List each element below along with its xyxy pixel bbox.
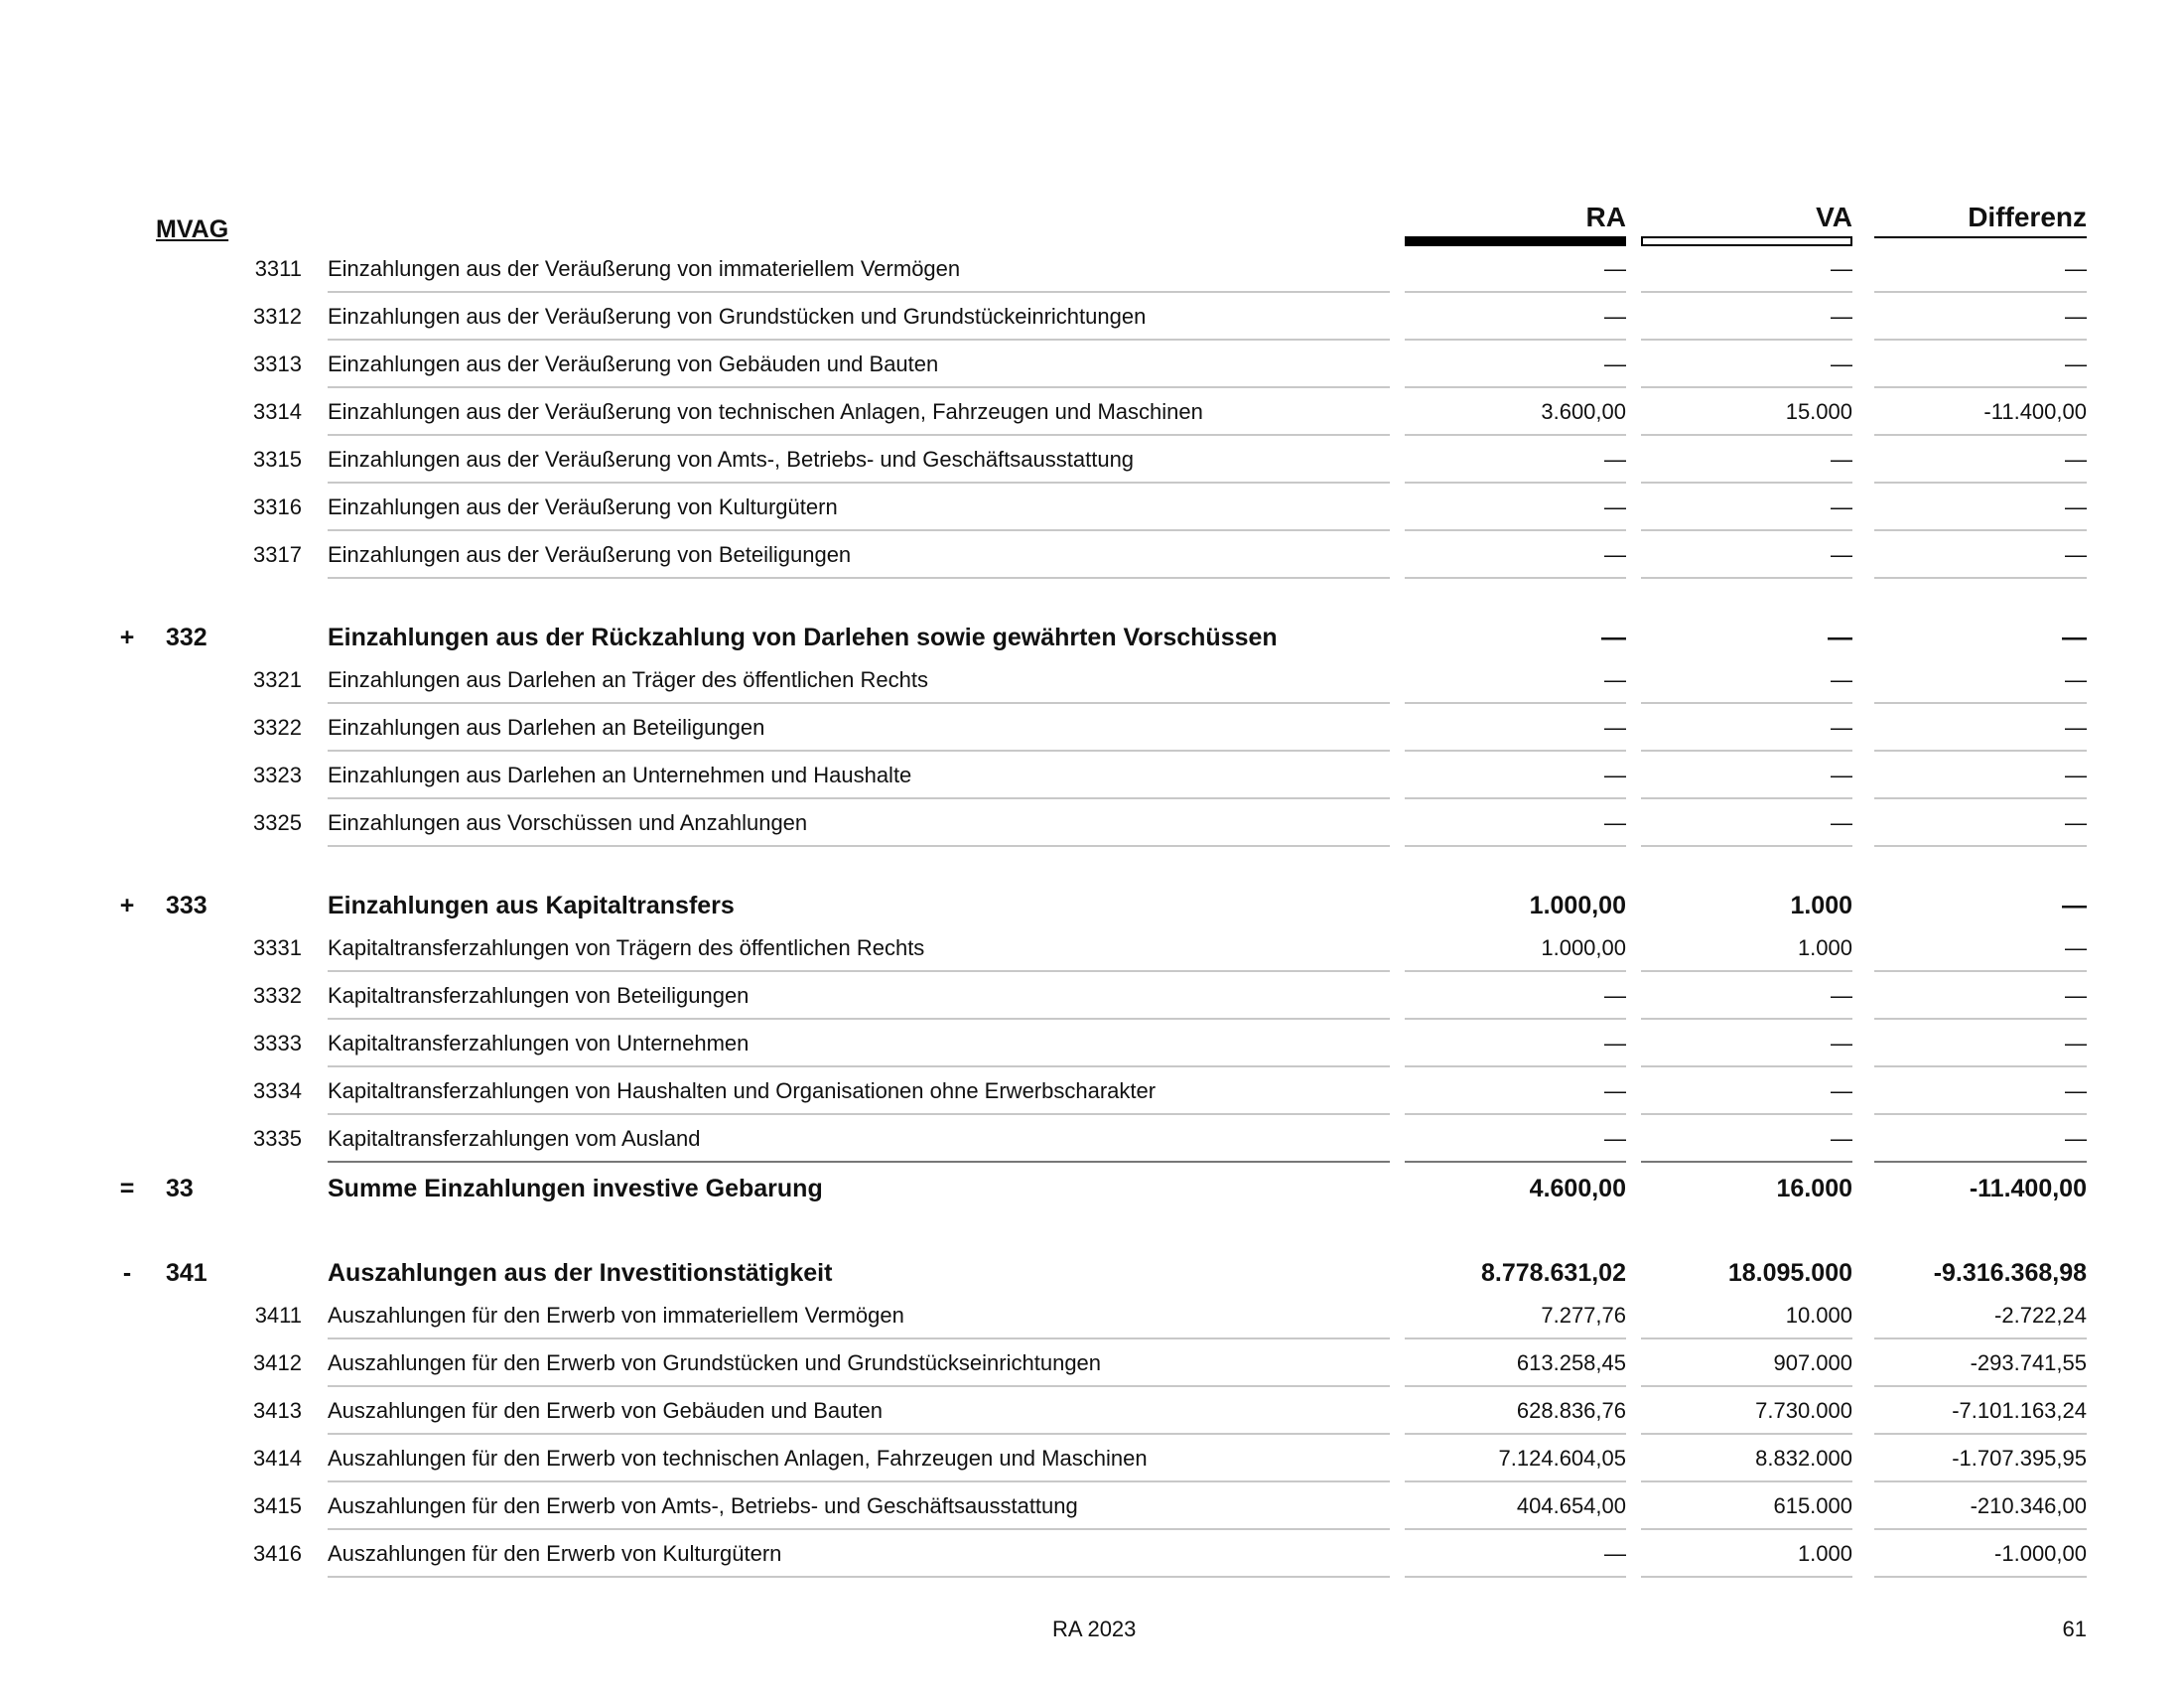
va-value: — bbox=[1831, 352, 1852, 376]
table-row bbox=[0, 436, 2184, 484]
row-divider bbox=[1641, 1576, 1852, 1578]
account-code: 3414 bbox=[253, 1446, 302, 1471]
account-code: 3323 bbox=[253, 763, 302, 787]
diff-value: — bbox=[2065, 983, 2087, 1008]
va-value: — bbox=[1831, 494, 1852, 519]
ra-value: — bbox=[1604, 494, 1626, 519]
group-code: 332 bbox=[166, 624, 207, 651]
diff-value: — bbox=[2065, 1126, 2087, 1151]
table-row bbox=[0, 1292, 2184, 1339]
row-divider bbox=[328, 577, 1390, 579]
row-sign: - bbox=[122, 1259, 132, 1287]
table-row bbox=[0, 1067, 2184, 1115]
va-value: — bbox=[1831, 763, 1852, 787]
row-divider bbox=[328, 1576, 1390, 1578]
row-divider bbox=[1874, 845, 2087, 847]
diff-value: — bbox=[2065, 304, 2087, 329]
account-code: 3312 bbox=[253, 304, 302, 329]
diff-value: — bbox=[2065, 810, 2087, 835]
footer-report-label: RA 2023 bbox=[1052, 1617, 1137, 1641]
row-label: Kapitaltransferzahlungen von Unternehmen bbox=[328, 1031, 750, 1055]
row-label: Auszahlungen für den Erwerb von technischen Anlagen, Fahrzeugen und Maschinen bbox=[328, 1446, 1148, 1471]
row-divider bbox=[1405, 577, 1626, 579]
diff-value: — bbox=[2065, 494, 2087, 519]
group-code: 333 bbox=[166, 892, 207, 919]
va-value: 907.000 bbox=[1773, 1350, 1852, 1375]
va-value: — bbox=[1831, 715, 1852, 740]
ra-value: — bbox=[1604, 352, 1626, 376]
ra-value: — bbox=[1601, 624, 1626, 651]
diff-value: — bbox=[2062, 892, 2087, 919]
diff-value: — bbox=[2065, 542, 2087, 567]
diff-value: — bbox=[2065, 667, 2087, 692]
row-label: Einzahlungen aus der Veräußerung von Gebäuden und Bauten bbox=[328, 352, 939, 376]
row-label: Auszahlungen für den Erwerb von Gebäuden und Bauten bbox=[328, 1398, 883, 1423]
row-sign: = bbox=[119, 1175, 135, 1202]
va-value: 16.000 bbox=[1776, 1175, 1852, 1202]
row-label: Auszahlungen für den Erwerb von Amts-, Betriebs- und Geschäftsausstattung bbox=[328, 1493, 1078, 1518]
ra-value: — bbox=[1604, 715, 1626, 740]
row-label: Einzahlungen aus Darlehen an Beteiligungen bbox=[328, 715, 765, 740]
table-row bbox=[0, 704, 2184, 752]
diff-value: -11.400,00 bbox=[1983, 399, 2087, 424]
diff-value: — bbox=[2065, 256, 2087, 281]
diff-value: — bbox=[2065, 935, 2087, 960]
ra-value: — bbox=[1604, 667, 1626, 692]
row-divider bbox=[1641, 845, 1852, 847]
table-row bbox=[0, 293, 2184, 341]
account-code: 3321 bbox=[253, 667, 302, 692]
va-value: — bbox=[1831, 447, 1852, 472]
va-value: — bbox=[1831, 1126, 1852, 1151]
diff-value: — bbox=[2065, 447, 2087, 472]
row-label: Einzahlungen aus der Veräußerung von technischen Anlagen, Fahrzeugen und Maschinen bbox=[328, 399, 1203, 424]
diff-value: -9.316.368,98 bbox=[1933, 1259, 2087, 1287]
va-value: — bbox=[1831, 810, 1852, 835]
account-code: 3416 bbox=[253, 1541, 302, 1566]
row-label: Auszahlungen für den Erwerb von immateriellem Vermögen bbox=[328, 1303, 904, 1328]
account-code: 3322 bbox=[253, 715, 302, 740]
account-code: 3331 bbox=[253, 935, 302, 960]
va-value: 18.095.000 bbox=[1727, 1259, 1852, 1287]
ra-value: 404.654,00 bbox=[1516, 1493, 1626, 1518]
row-label: Einzahlungen aus Darlehen an Träger des öffentlichen Rechts bbox=[328, 667, 928, 692]
account-code: 3311 bbox=[254, 256, 302, 281]
row-label: Auszahlungen aus der Investitionstätigkeit bbox=[328, 1259, 833, 1287]
row-label: Auszahlungen für den Erwerb von Kulturgütern bbox=[328, 1541, 782, 1566]
account-code: 3415 bbox=[253, 1493, 302, 1518]
col-header-ra: RA bbox=[1585, 202, 1626, 232]
table-row bbox=[0, 245, 2184, 293]
table-row bbox=[0, 484, 2184, 531]
row-divider bbox=[1874, 577, 2087, 579]
mvag-header: MVAG bbox=[156, 215, 229, 243]
ra-value: — bbox=[1604, 1541, 1626, 1566]
row-label: Kapitaltransferzahlungen vom Ausland bbox=[328, 1126, 701, 1151]
table-row bbox=[0, 1115, 2184, 1163]
ra-value: — bbox=[1604, 1126, 1626, 1151]
account-code: 3316 bbox=[253, 494, 302, 519]
row-label: Auszahlungen für den Erwerb von Grundstücken und Grundstückseinrichtungen bbox=[328, 1350, 1102, 1375]
row-divider bbox=[328, 845, 1390, 847]
table-row bbox=[0, 1530, 2184, 1578]
va-value: — bbox=[1831, 983, 1852, 1008]
va-value: 10.000 bbox=[1785, 1303, 1852, 1328]
diff-value: -1.707.395,95 bbox=[1952, 1446, 2087, 1471]
diff-value: — bbox=[2065, 352, 2087, 376]
diff-value: — bbox=[2065, 1031, 2087, 1055]
row-label: Einzahlungen aus Kapitaltransfers bbox=[328, 892, 735, 919]
va-value: — bbox=[1831, 1078, 1852, 1103]
table-row bbox=[0, 1020, 2184, 1067]
va-value: — bbox=[1831, 256, 1852, 281]
va-value: — bbox=[1831, 542, 1852, 567]
group-row bbox=[0, 1254, 2184, 1292]
account-code: 3332 bbox=[253, 983, 302, 1008]
col-header-va: VA bbox=[1816, 202, 1852, 232]
table-row bbox=[0, 924, 2184, 972]
group-row bbox=[0, 887, 2184, 924]
account-code: 3314 bbox=[253, 399, 302, 424]
table-row bbox=[0, 1435, 2184, 1482]
table-row bbox=[0, 388, 2184, 436]
account-code: 3325 bbox=[253, 810, 302, 835]
ra-value: — bbox=[1604, 1031, 1626, 1055]
ra-value: 7.124.604,05 bbox=[1498, 1446, 1626, 1471]
table-row bbox=[0, 341, 2184, 388]
row-label: Einzahlungen aus Darlehen an Unternehmen und Haushalte bbox=[328, 763, 912, 787]
page-number: 61 bbox=[2062, 1617, 2087, 1641]
account-code: 3412 bbox=[253, 1350, 302, 1375]
row-sign: + bbox=[119, 624, 135, 651]
ra-value: 1.000,00 bbox=[1541, 935, 1626, 960]
va-value: — bbox=[1831, 304, 1852, 329]
diff-value: — bbox=[2065, 1078, 2087, 1103]
account-code: 3315 bbox=[253, 447, 302, 472]
row-label: Einzahlungen aus der Veräußerung von Beteiligungen bbox=[328, 542, 852, 567]
row-divider bbox=[1405, 1576, 1626, 1578]
row-divider bbox=[1874, 1576, 2087, 1578]
account-code: 3313 bbox=[253, 352, 302, 376]
diff-value: -293.741,55 bbox=[1970, 1350, 2087, 1375]
diff-value: -2.722,24 bbox=[1994, 1303, 2087, 1328]
va-value: — bbox=[1831, 1031, 1852, 1055]
row-label: Summe Einzahlungen investive Gebarung bbox=[328, 1175, 823, 1202]
va-value: 15.000 bbox=[1785, 399, 1852, 424]
diff-value: -210.346,00 bbox=[1970, 1493, 2087, 1518]
row-label: Kapitaltransferzahlungen von Beteiligungen bbox=[328, 983, 750, 1008]
table-row bbox=[0, 799, 2184, 847]
account-code: 3334 bbox=[253, 1078, 302, 1103]
account-code: 3317 bbox=[253, 542, 302, 567]
diff-value: — bbox=[2062, 624, 2087, 651]
total-row bbox=[0, 1163, 2184, 1214]
ra-value: — bbox=[1604, 810, 1626, 835]
table-row bbox=[0, 656, 2184, 704]
ra-value: 628.836,76 bbox=[1516, 1398, 1626, 1423]
account-code: 3333 bbox=[253, 1031, 302, 1055]
va-value: — bbox=[1828, 624, 1852, 651]
ra-value: — bbox=[1604, 1078, 1626, 1103]
ra-value: 1.000,00 bbox=[1529, 892, 1626, 919]
group-code: 341 bbox=[166, 1259, 207, 1287]
ra-value: — bbox=[1604, 447, 1626, 472]
col-header-diff: Differenz bbox=[1968, 202, 2087, 232]
ra-value: 4.600,00 bbox=[1529, 1175, 1626, 1202]
row-label: Einzahlungen aus der Veräußerung von Amts-, Betriebs- und Geschäftsausstattung bbox=[328, 447, 1135, 472]
diff-value: — bbox=[2065, 715, 2087, 740]
ra-value: — bbox=[1604, 256, 1626, 281]
ra-value: — bbox=[1604, 304, 1626, 329]
ra-value: — bbox=[1604, 542, 1626, 567]
table-row bbox=[0, 1339, 2184, 1387]
row-label: Einzahlungen aus der Veräußerung von Kulturgütern bbox=[328, 494, 838, 519]
va-value: 1.000 bbox=[1790, 892, 1852, 919]
row-label: Einzahlungen aus der Rückzahlung von Darlehen sowie gewährten Vorschüssen bbox=[328, 624, 1278, 651]
va-value: 8.832.000 bbox=[1755, 1446, 1852, 1471]
account-code: 3411 bbox=[254, 1303, 302, 1328]
table-row bbox=[0, 752, 2184, 799]
table-row bbox=[0, 531, 2184, 579]
row-divider bbox=[1641, 577, 1852, 579]
diff-value: -7.101.163,24 bbox=[1952, 1398, 2087, 1423]
ra-value: 3.600,00 bbox=[1541, 399, 1626, 424]
row-divider bbox=[1405, 845, 1626, 847]
row-sign: + bbox=[119, 892, 135, 919]
va-value: 7.730.000 bbox=[1755, 1398, 1852, 1423]
row-label: Einzahlungen aus Vorschüssen und Anzahlungen bbox=[328, 810, 808, 835]
table-row bbox=[0, 972, 2184, 1020]
va-value: 615.000 bbox=[1773, 1493, 1852, 1518]
row-label: Einzahlungen aus der Veräußerung von Grundstücken und Grundstückeinrichtungen bbox=[328, 304, 1147, 329]
ra-value: — bbox=[1604, 763, 1626, 787]
ra-value: 8.778.631,02 bbox=[1481, 1259, 1626, 1287]
row-label: Einzahlungen aus der Veräußerung von immateriellem Vermögen bbox=[328, 256, 961, 281]
ra-value: 613.258,45 bbox=[1516, 1350, 1626, 1375]
ra-value: 7.277,76 bbox=[1541, 1303, 1626, 1328]
account-code: 3413 bbox=[253, 1398, 302, 1423]
va-value: 1.000 bbox=[1797, 1541, 1852, 1566]
va-value: 1.000 bbox=[1797, 935, 1852, 960]
group-code: 33 bbox=[166, 1175, 194, 1202]
account-code: 3335 bbox=[253, 1126, 302, 1151]
row-label: Kapitaltransferzahlungen von Trägern des öffentlichen Rechts bbox=[328, 935, 925, 960]
diff-value: — bbox=[2065, 763, 2087, 787]
row-label: Kapitaltransferzahlungen von Haushalten und Organisationen ohne Erwerbscharakter bbox=[328, 1078, 1157, 1103]
table-row bbox=[0, 1482, 2184, 1530]
va-value: — bbox=[1831, 667, 1852, 692]
ra-value: — bbox=[1604, 983, 1626, 1008]
diff-value: -1.000,00 bbox=[1994, 1541, 2087, 1566]
diff-value: -11.400,00 bbox=[1969, 1175, 2087, 1202]
group-row bbox=[0, 619, 2184, 656]
table-row bbox=[0, 1387, 2184, 1435]
